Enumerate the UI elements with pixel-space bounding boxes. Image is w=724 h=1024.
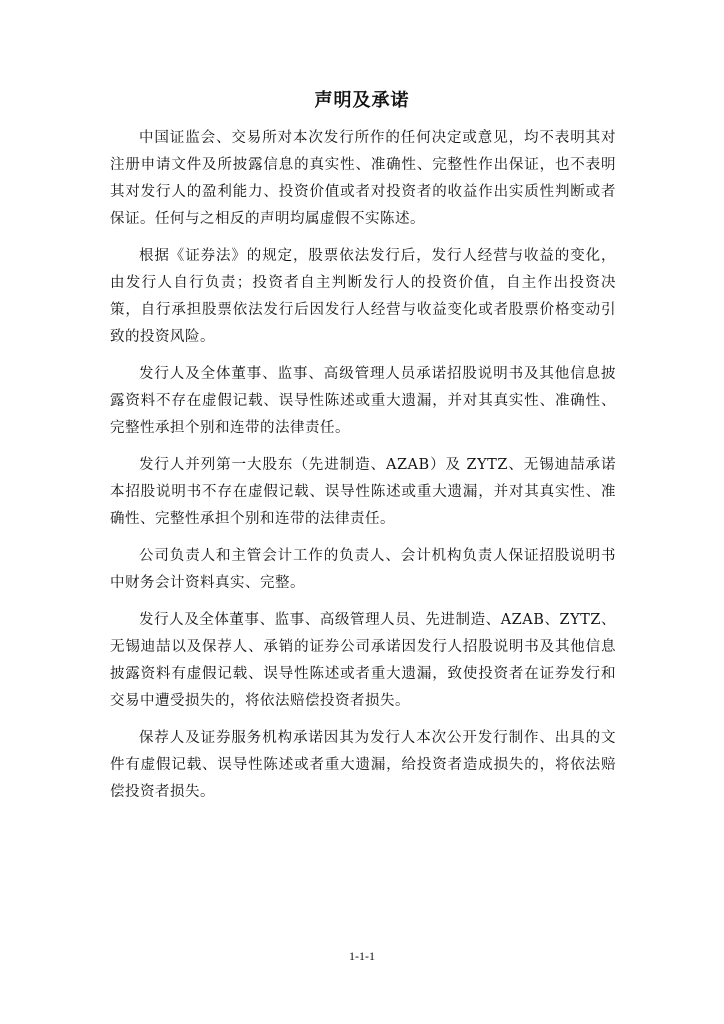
paragraph: 中国证监会、交易所对本次发行所作的任何决定或意见，均不表明其对注册申请文件及所披露信息的真实性、准确性、完整性作出保证，也不表明其对发行人的盈利能力、投资价值或者对投资者的收益作出实质性判断或者保证。任何与之相反的声明均属虚假不实陈述。 — [110, 130, 616, 227]
paragraph: 发行人及全体董事、监事、高级管理人员、先进制造、AZAB、ZYTZ、无锡迪喆以及保荐人、承销的证券公司承诺因发行人招股说明书及其他信息披露资料有虚假记载、误导性陈述或者重大遗漏，致使投资者在证券发行和交易中遭受损失的，将依法赔偿投资者损失。 — [110, 612, 616, 709]
document-body — [110, 125, 616, 816]
page-title: 声明及承诺 — [314, 90, 410, 111]
paragraph: 公司负责人和主管会计工作的负责人、会计机构负责人保证招股说明书中财务会计资料真实、完整。 — [110, 548, 616, 591]
page-number: 1-1-1 — [349, 949, 375, 963]
paragraph: 发行人及全体董事、监事、高级管理人员承诺招股说明书及其他信息披露资料不存在虚假记载、误导性陈述或重大遗漏，并对其真实性、准确性、完整性承担个别和连带的法律责任。 — [110, 366, 616, 436]
paragraph: 根据《证券法》的规定，股票依法发行后，发行人经营与收益的变化，由发行人自行负责；投资者自主判断发行人的投资价值，自主作出投资决策，自行承担股票依法发行后因发行人经营与收益变化或者股票价格变动引致的投资风险。 — [110, 248, 616, 345]
paragraph: 发行人并列第一大股东（先进制造、AZAB）及 ZYTZ、无锡迪喆承诺本招股说明书不存在虚假记载、误导性陈述或重大遗漏，并对其真实性、准确性、完整性承担个别和连带的法律责任。 — [110, 457, 616, 527]
paragraph: 保荐人及证券服务机构承诺因其为发行人本次公开发行制作、出具的文件有虚假记载、误导性陈述或者重大遗漏，给投资者造成损失的，将依法赔偿投资者损失。 — [110, 730, 616, 800]
